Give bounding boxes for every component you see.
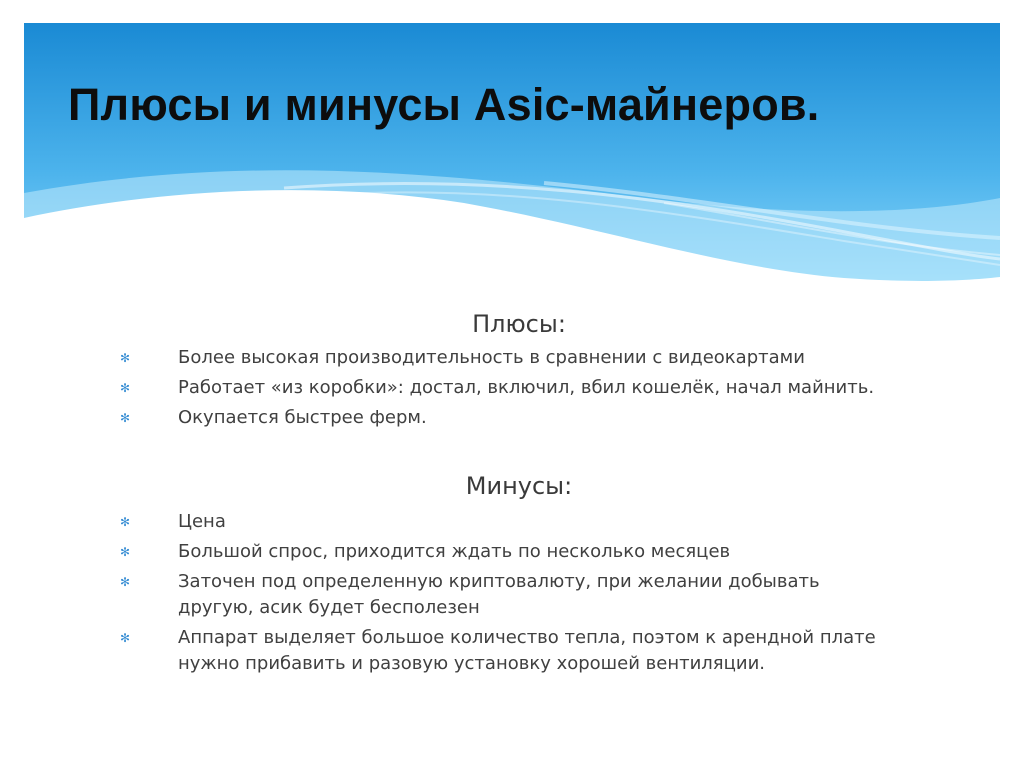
list-item xyxy=(24,375,898,405)
list-item-text: Аппарат выделяет большое количество тепла, поэтом к арендной плате нужно прибавить и разовую установку хорошей вентиляции. xyxy=(178,627,876,674)
pros-list xyxy=(24,345,1000,435)
slide-title: Плюсы и минусы Asic-майнеров. xyxy=(68,79,820,130)
list-item xyxy=(24,509,898,535)
asterisk-bullet-icon: ✻ xyxy=(120,575,131,589)
list-item-text: Окупается быстрее ферм. xyxy=(178,407,427,428)
list-item-text: Заточен под определенную криптовалюту, при желании добывать другую, асик будет бесполезен xyxy=(178,571,820,618)
asterisk-bullet-icon: ✻ xyxy=(120,515,131,529)
cons-heading: Минусы: xyxy=(465,472,573,500)
list-item-text: Большой спрос, приходится ждать по несколько месяцев xyxy=(178,541,731,562)
list-item-text: Цена xyxy=(178,511,226,532)
asterisk-bullet-icon: ✻ xyxy=(120,545,131,559)
cons-list xyxy=(24,509,1000,681)
asterisk-bullet-icon: ✻ xyxy=(120,381,131,395)
slide-body xyxy=(24,23,1000,743)
asterisk-bullet-icon: ✻ xyxy=(120,631,131,645)
list-item xyxy=(24,569,898,621)
slide xyxy=(24,23,1000,743)
list-item-text: Работает «из коробки»: достал, включил, вбил кошелёк, начал майнить. xyxy=(178,377,875,398)
list-item xyxy=(24,625,898,677)
list-item-text: Более высокая производительность в сравнении с видеокартами xyxy=(178,347,805,368)
asterisk-bullet-icon: ✻ xyxy=(120,411,131,425)
list-item xyxy=(24,345,898,375)
list-item xyxy=(24,405,898,435)
pros-heading: Плюсы: xyxy=(472,310,566,338)
asterisk-bullet-icon: ✻ xyxy=(120,351,131,365)
list-item xyxy=(24,539,898,565)
